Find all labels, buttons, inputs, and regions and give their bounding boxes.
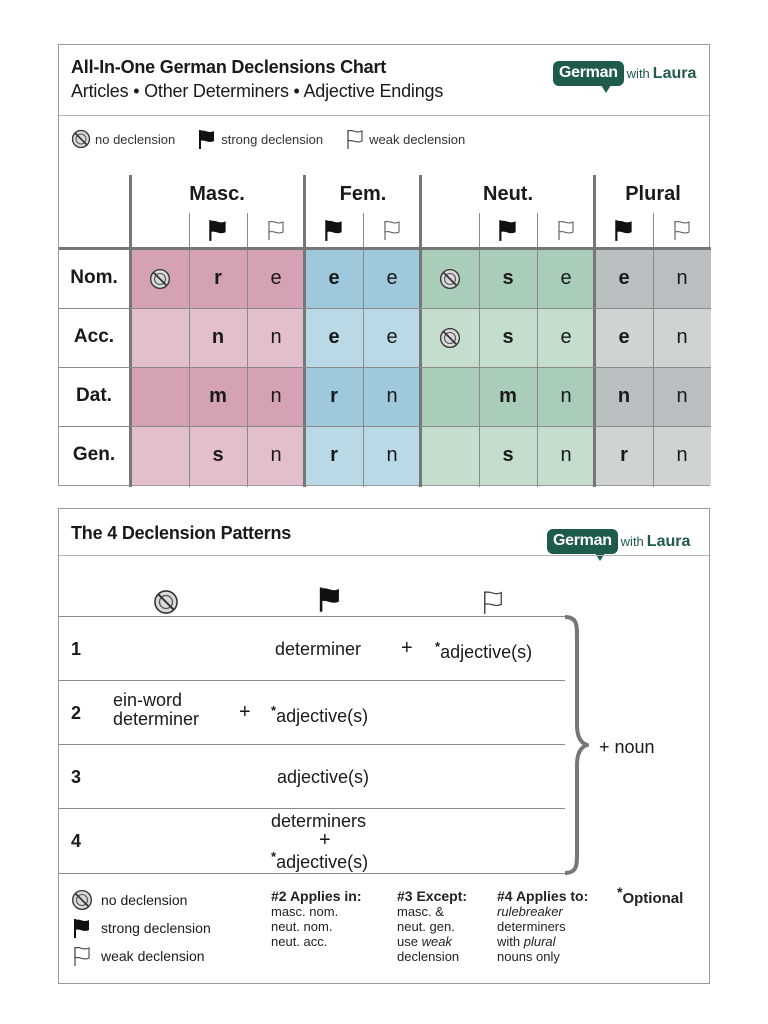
- logo-main: German: [553, 61, 624, 86]
- cell-neut-strong: s: [479, 308, 537, 367]
- cell-plural-weak: n: [653, 308, 711, 367]
- note-emphasis: weak: [421, 934, 452, 949]
- pattern-determiners: determiners: [271, 811, 367, 831]
- legend-weak: [345, 128, 465, 150]
- optional-star: *: [435, 639, 441, 654]
- cell-neut-strong: s: [479, 249, 537, 308]
- cell-neut-strong: m: [479, 367, 537, 426]
- case-label: Acc.: [73, 326, 115, 347]
- grid-line: [479, 213, 480, 487]
- note-line: masc. &: [397, 904, 444, 919]
- patterns-legend: [71, 889, 211, 967]
- pattern-number: 1: [71, 639, 82, 659]
- chart-subtitle: Articles • Other Determiners • Adjective Endings: [71, 81, 444, 101]
- cell-neut-none: [421, 249, 479, 308]
- cell-fem-strong: r: [305, 367, 363, 426]
- cell-neut-none: [421, 367, 479, 426]
- cell-fem-weak: e: [363, 249, 421, 308]
- note-line: neut. acc.: [271, 934, 328, 949]
- pattern-adjective: adjective(s): [277, 767, 370, 787]
- note-line: declension: [397, 949, 460, 964]
- grid-line: [593, 175, 596, 487]
- declension-table: [59, 175, 711, 487]
- note-line: with: [497, 934, 524, 949]
- logo-name: Laura: [652, 64, 697, 82]
- adjective-text: adjective(s): [276, 706, 369, 726]
- pattern-adjective: [435, 639, 532, 663]
- note-3-title: #3 Except:: [397, 888, 468, 904]
- legend-none-label: no declension: [101, 892, 188, 908]
- cell-fem-strong: e: [305, 308, 363, 367]
- cell-plural-weak: n: [653, 426, 711, 485]
- grid-line: [419, 175, 422, 487]
- legend-strong: [71, 917, 211, 939]
- cell-neut-weak: n: [537, 426, 595, 485]
- note-2: [271, 889, 362, 949]
- no-declension-icon: [439, 268, 461, 290]
- cell-neut-none: [421, 426, 479, 485]
- cell-neut-weak: e: [537, 308, 595, 367]
- legend-strong: [197, 128, 323, 150]
- plus-noun: + noun: [599, 737, 655, 757]
- pattern-determiner: determiner: [275, 639, 362, 659]
- weak-flag-icon: [266, 219, 286, 241]
- no-declension-icon: [71, 129, 91, 149]
- weak-flag-icon: [481, 589, 505, 615]
- note-line: use: [397, 934, 422, 949]
- note-2-title: #2 Applies in:: [271, 888, 362, 904]
- header-flag: [653, 213, 711, 247]
- header-neut: Neut.: [483, 183, 533, 205]
- logo: [553, 61, 696, 86]
- grid-line: [59, 308, 711, 309]
- pattern-row-4: [59, 808, 565, 874]
- grid-line: [59, 426, 711, 427]
- header-plural: Plural: [625, 183, 681, 205]
- grid-line: [653, 213, 654, 487]
- curly-brace-icon: [563, 615, 589, 875]
- header-masc: Masc.: [189, 183, 245, 205]
- cell-plural-strong: e: [595, 249, 653, 308]
- note-line: nouns only: [497, 949, 560, 964]
- weak-flag-icon: [345, 128, 365, 150]
- chart-title: All-In-One German Declensions Chart: [71, 57, 387, 77]
- case-label: Dat.: [76, 385, 112, 406]
- grid-line: [59, 367, 711, 368]
- ein-word-text: ein-word: [113, 690, 183, 710]
- note-4: [497, 889, 588, 964]
- note-line: masc. nom.: [271, 904, 339, 919]
- optional-star: *: [617, 884, 623, 900]
- cell-fem-weak: n: [363, 367, 421, 426]
- adjective-text: adjective(s): [440, 642, 533, 662]
- pattern-row-3: [59, 744, 565, 808]
- pattern-ein-word: [113, 691, 199, 729]
- cell-masc-strong: m: [189, 367, 247, 426]
- note-line: neut. gen.: [397, 919, 455, 934]
- grid-line: [363, 213, 364, 487]
- cell-masc-weak: e: [247, 249, 305, 308]
- strong-flag-icon: [197, 128, 217, 150]
- case-label: Nom.: [70, 267, 118, 288]
- logo-with: with: [620, 534, 644, 549]
- cell-masc-strong: n: [189, 308, 247, 367]
- cell-masc-strong: r: [189, 249, 247, 308]
- cell-plural-strong: e: [595, 308, 653, 367]
- no-declension-icon: [153, 589, 179, 615]
- cell-neut-weak: n: [537, 367, 595, 426]
- header-flag: [479, 213, 537, 247]
- strong-flag-icon: [207, 218, 229, 242]
- cell-masc-strong: s: [189, 426, 247, 485]
- cell-neut-weak: e: [537, 249, 595, 308]
- note-line: determiners: [497, 919, 566, 934]
- optional-star: *: [271, 703, 277, 718]
- legend-strong-label: strong declension: [101, 920, 211, 936]
- cell-neut-strong: s: [479, 426, 537, 485]
- note-4-title: #4 Applies to:: [497, 888, 589, 904]
- declensions-chart-card: [58, 44, 710, 486]
- patterns-title: The 4 Declension Patterns: [71, 523, 292, 543]
- pattern-number: 2: [71, 703, 82, 723]
- optional-label: Optional: [622, 890, 684, 907]
- note-emphasis: rulebreaker: [497, 904, 563, 919]
- no-declension-icon: [439, 327, 461, 349]
- legend-weak-label: weak declension: [369, 131, 466, 147]
- cell-plural-strong: r: [595, 426, 653, 485]
- pattern-row-1: [59, 616, 565, 680]
- cell-plural-weak: n: [653, 367, 711, 426]
- strong-flag-icon: [613, 218, 635, 242]
- note-emphasis: plural: [523, 934, 556, 949]
- header-flag: [305, 213, 363, 247]
- grid-line: [59, 247, 711, 250]
- adjective-text: adjective(s): [276, 852, 369, 872]
- divider: [59, 115, 709, 116]
- pattern-plus: +: [401, 637, 413, 659]
- optional-note: [617, 885, 683, 906]
- header-flag: [247, 213, 305, 247]
- weak-flag-icon: [382, 219, 402, 241]
- legend-strong-label: strong declension: [221, 131, 324, 147]
- grid-line: [303, 175, 306, 487]
- optional-star: *: [271, 849, 277, 864]
- header-flag: [537, 213, 595, 247]
- strong-flag-icon: [317, 585, 343, 613]
- pattern-plus: +: [319, 829, 331, 851]
- grid-line: [537, 213, 538, 487]
- header-flag: [189, 213, 247, 247]
- cell-fem-strong: e: [305, 249, 363, 308]
- divider: [59, 555, 709, 556]
- strong-flag-icon: [323, 218, 345, 242]
- grid-line: [129, 175, 132, 487]
- legend-none-label: no declension: [95, 131, 176, 147]
- logo-2: [547, 529, 690, 554]
- cell-masc-weak: n: [247, 308, 305, 367]
- cell-plural-strong: n: [595, 367, 653, 426]
- header-fem: Fem.: [339, 183, 387, 205]
- strong-flag-icon: [71, 917, 93, 939]
- cell-neut-none: [421, 308, 479, 367]
- cell-fem-strong: r: [305, 426, 363, 485]
- grid-line: [189, 213, 190, 487]
- cell-masc-none: [131, 308, 189, 367]
- weak-flag-icon: [556, 219, 576, 241]
- legend: [71, 128, 487, 150]
- logo-main: German: [547, 529, 618, 554]
- pattern-plus: +: [239, 701, 251, 723]
- grid-line: [247, 213, 248, 487]
- header-flag: [595, 213, 653, 247]
- cell-masc-weak: n: [247, 367, 305, 426]
- cell-plural-weak: n: [653, 249, 711, 308]
- logo-with: with: [626, 66, 650, 81]
- legend-weak-label: weak declension: [101, 948, 205, 964]
- legend-none: [71, 889, 211, 911]
- no-declension-icon: [149, 268, 171, 290]
- note-line: neut. nom.: [271, 919, 333, 934]
- cell-masc-none: [131, 367, 189, 426]
- pattern-number: 3: [71, 767, 82, 787]
- case-label: Gen.: [72, 444, 116, 465]
- patterns-card: [58, 508, 710, 984]
- note-3: [397, 889, 467, 964]
- cell-masc-none: [131, 426, 189, 485]
- header-flag: [363, 213, 421, 247]
- strong-flag-icon: [497, 218, 519, 242]
- logo-name: Laura: [646, 532, 691, 550]
- pattern-adjective: [271, 703, 368, 727]
- weak-flag-icon: [71, 945, 93, 967]
- no-declension-icon: [71, 889, 93, 911]
- weak-flag-icon: [672, 219, 692, 241]
- legend-weak: [71, 945, 211, 967]
- cell-fem-weak: n: [363, 426, 421, 485]
- cell-fem-weak: e: [363, 308, 421, 367]
- pattern-adjective: [271, 849, 368, 873]
- pattern-number: 4: [71, 831, 82, 851]
- cell-masc-none: [131, 249, 189, 308]
- legend-none: [71, 129, 175, 149]
- pattern-row-2: [59, 680, 565, 744]
- determiner-text: determiner: [113, 709, 200, 729]
- cell-masc-weak: n: [247, 426, 305, 485]
